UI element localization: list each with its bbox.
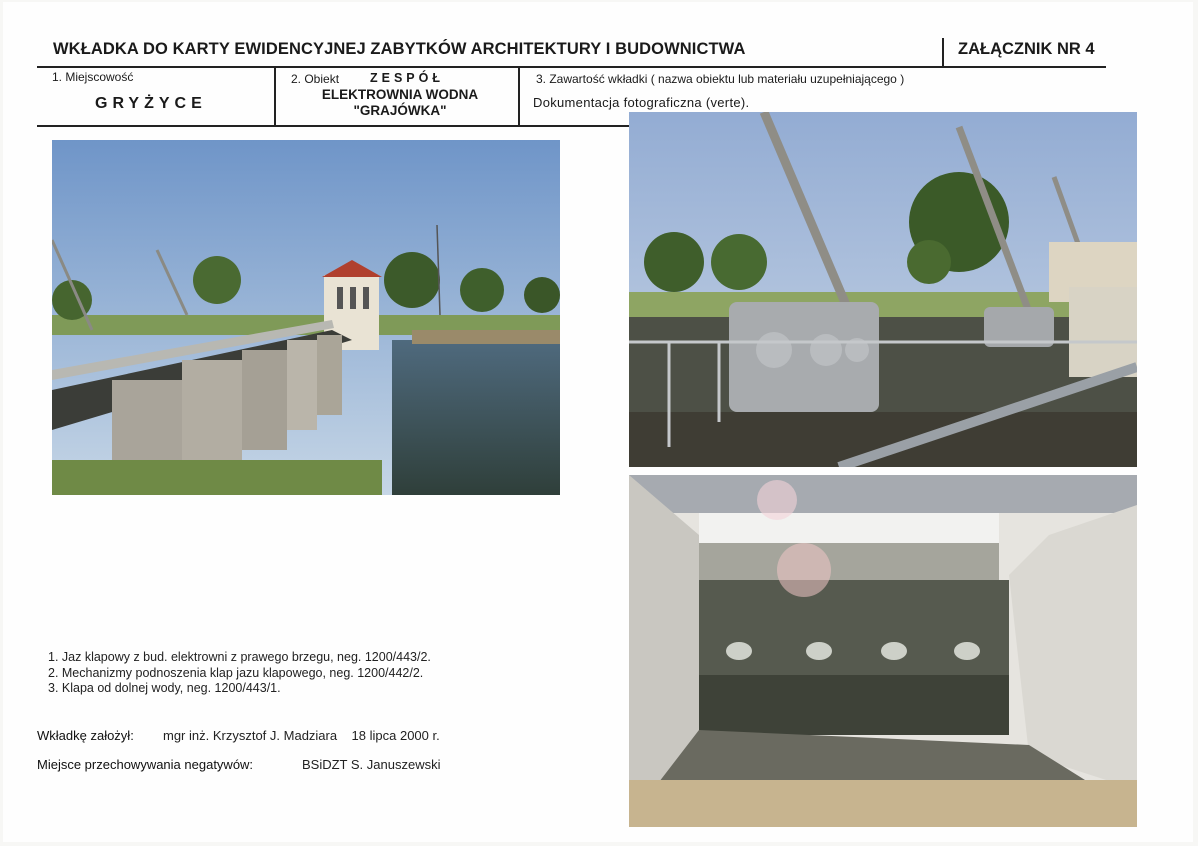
photo-weir-from-right-bank xyxy=(52,140,560,495)
field-rule xyxy=(37,125,629,127)
photo-gate-lifting-mechanisms xyxy=(629,112,1137,467)
storage-value: BSiDZT S. Januszewski xyxy=(302,757,441,772)
object-name-line2: "GRAJÓWKA" xyxy=(353,103,447,118)
annex-number: ZAŁĄCZNIK NR 4 xyxy=(958,40,1095,58)
content-value: Dokumentacja fotograficzna (verte). xyxy=(533,95,750,110)
header-divider xyxy=(942,38,944,68)
author-value: mgr inż. Krzysztof J. Madziara 18 lipca 2000 r. xyxy=(163,728,440,743)
object-label: 2. Obiekt xyxy=(291,72,340,86)
locality-value: GRYŻYCE xyxy=(95,95,207,112)
author-label: Wkładkę założył: xyxy=(37,728,134,743)
object-name-line1: ELEKTROWNIA WODNA xyxy=(321,87,479,102)
content-label: 3. Zawartość wkładki ( nazwa obiektu lub materiału uzupełniającego ) xyxy=(536,72,905,86)
photo-captions xyxy=(48,650,431,697)
caption-3: 3. Klapa od dolnej wody, neg. 1200/443/1. xyxy=(48,681,281,695)
locality-label: 1. Miejscowość xyxy=(52,70,134,84)
photo-flap-from-downstream xyxy=(629,475,1137,827)
caption-2: 2. Mechanizmy podnoszenia klap jazu klapowego, neg. 1200/442/2. xyxy=(48,665,424,680)
caption-1: 1. Jaz klapowy z bud. elektrowni z prawego brzegu, neg. 1200/443/2. xyxy=(48,650,431,664)
field-divider-2 xyxy=(518,66,520,126)
storage-label: Miejsce przechowywania negatywów: xyxy=(37,757,254,772)
object-type: ZESPÓŁ xyxy=(370,71,445,85)
header-rule xyxy=(37,66,1106,68)
field-divider-1 xyxy=(274,66,276,126)
document-title: WKŁADKA DO KARTY EWIDENCYJNEJ ZABYTKÓW ARCHITEKTURY I BUDOWNICTWA xyxy=(53,40,746,58)
